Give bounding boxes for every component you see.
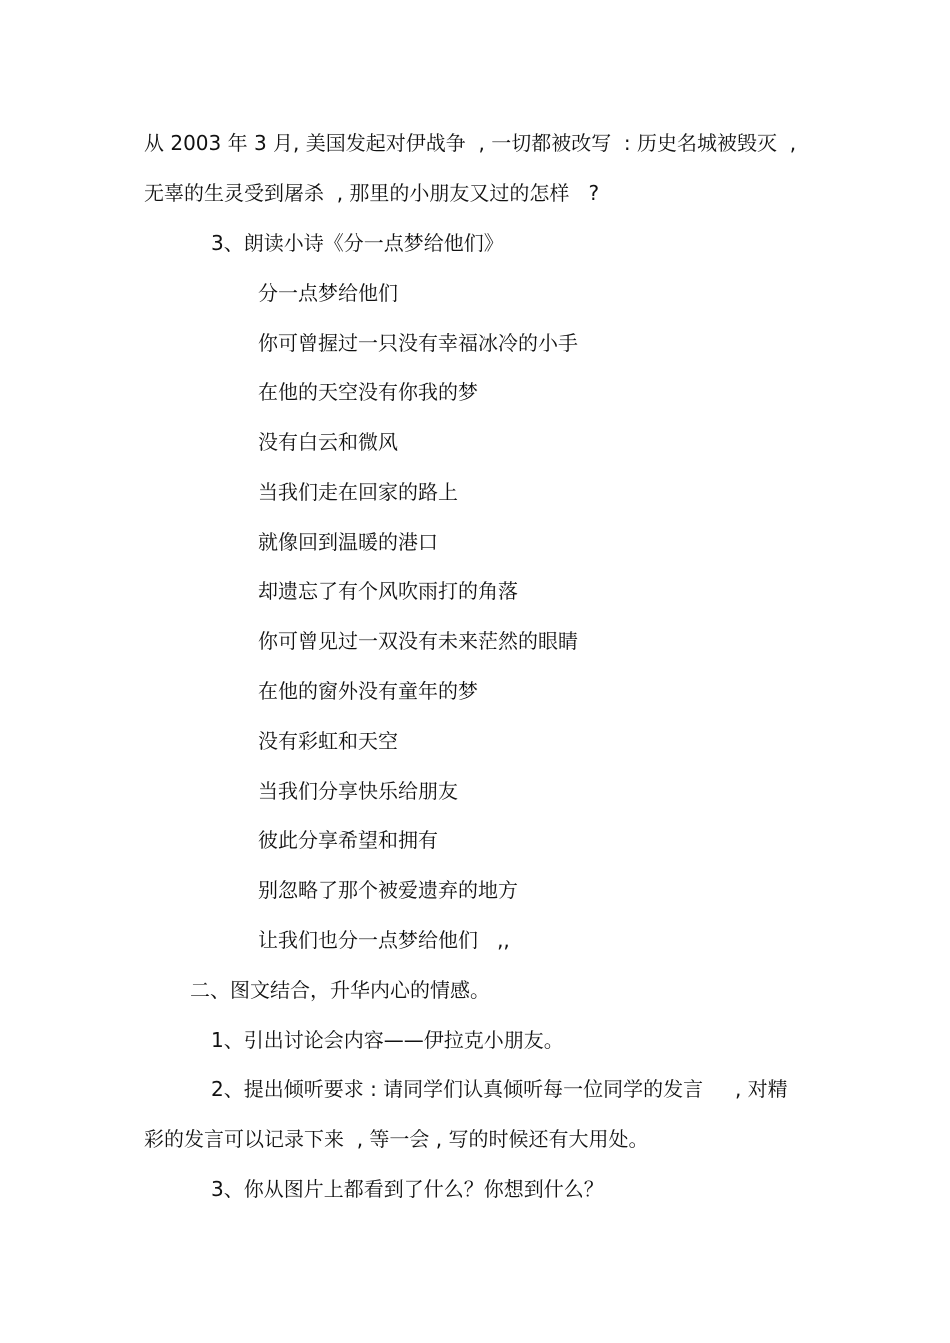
poem-line: 让我们也分一点梦给他们 ,, <box>258 928 510 952</box>
poem-line: 你可曾见过一双没有未来茫然的眼睛 <box>258 629 578 653</box>
poem-line: 没有彩虹和天空 <box>258 729 398 753</box>
poem-line: 彼此分享希望和拥有 <box>258 828 438 852</box>
poem-line: 在他的窗外没有童年的梦 <box>258 679 478 703</box>
section-item-continuation: 彩的发言可以记录下来 , 等一会 , 写的时候还有大用处。 <box>144 1127 649 1151</box>
poem-line: 就像回到温暖的港口 <box>258 530 438 554</box>
poem-line: 在他的天空没有你我的梦 <box>258 380 478 404</box>
intro-line: 从 2003 年 3 月, 美国发起对伊战争 , 一切都被改写 : 历史名城被毁灭 , <box>144 131 797 155</box>
poem-line: 当我们走在回家的路上 <box>258 480 458 504</box>
section-item: 2、提出倾听要求 : 请同学们认真倾听每一位同学的发言 , 对精 <box>211 1077 788 1101</box>
poem-line: 却遗忘了有个风吹雨打的角落 <box>258 579 518 603</box>
item-heading: 3、朗读小诗《分一点梦给他们》 <box>211 231 504 255</box>
poem-line: 没有白云和微风 <box>258 430 398 454</box>
poem-line: 别忽略了那个被爱遗弃的地方 <box>258 878 518 902</box>
intro-line: 无辜的生灵受到屠杀 , 那里的小朋友又过的怎样 ? <box>144 181 600 205</box>
poem-line: 你可曾握过一只没有幸福冰冷的小手 <box>258 331 578 355</box>
poem-line: 当我们分享快乐给朋友 <box>258 779 458 803</box>
poem-title: 分一点梦给他们 <box>258 281 398 305</box>
section-heading: 二、图文结合，升华内心的情感。 <box>190 978 490 1002</box>
section-item: 1、引出讨论会内容——伊拉克小朋友。 <box>211 1028 564 1052</box>
section-item: 3、你从图片上都看到了什么？你想到什么？ <box>211 1177 604 1201</box>
